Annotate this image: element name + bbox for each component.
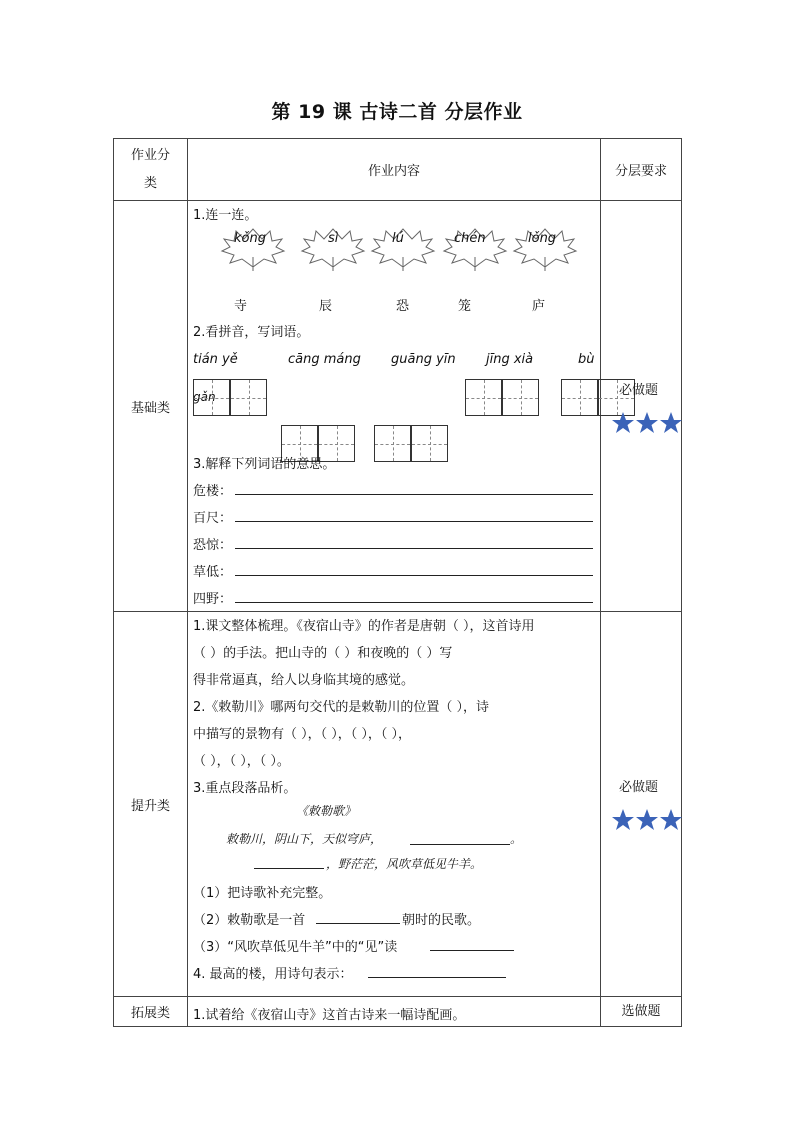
q1-pinyin-4: chén [454,231,486,246]
writing-box[interactable] [411,425,448,462]
star-icon [659,808,683,832]
advanced-content: 1.课文整体梳理。《夜宿山寺》的作者是唐朝（ ），这首诗用 （ ）的手法。把山寺的（ ）和夜晚的（ ）写 得非常逼真，给人以身临其境的感觉。 2.《敕勒川》哪两句交代的是敕勒川的位置（ ），诗 中描写的景物有（ ），（ ），（ ），（ ）， （ ），（ ），（ ）。 3.重点段落品析。 《敕勒歌》 敕勒川，阴山下，天似穹庐， 。 ，野茫茫，风吹草低见牛羊。 （1）把诗歌补充完整。 （2）敕勒歌是一首 朝时的民歌。 （3）“风吹草低见牛羊”中的“见”读 4. 最高的楼，用诗句表示： [188,612,601,997]
basic-category: 基础类 [114,201,188,612]
extension-content: 1.试着给《夜宿山寺》这首古诗来一幅诗配画。 [188,997,601,1027]
header-row [114,139,682,201]
extension-requirement: 选做题 [601,997,682,1027]
q2-pinyin-3: guāng yīn [391,352,456,367]
q1-pinyin-1: kǒng [234,231,266,246]
star-icon [635,411,659,435]
answer-line[interactable] [368,977,506,978]
subq-1: （1）把诗歌补充完整。 [193,886,332,901]
adv-line-1: 1.课文整体梳理。《夜宿山寺》的作者是唐朝（ ），这首诗用 [193,619,535,634]
homework-table [113,138,682,1027]
q3-term-5: 四野： [193,592,233,607]
star-icon [635,808,659,832]
adv-line-2: （ ）的手法。把山寺的（ ）和夜晚的（ ）写 [193,646,453,661]
writing-box[interactable] [230,379,267,416]
writing-box[interactable] [465,379,502,416]
adv-line-4: 2.《敕勒川》哪两句交代的是敕勒川的位置（ ），诗 [193,700,490,715]
answer-line[interactable] [235,548,593,549]
q2-pinyin-6: gǎn [193,390,216,404]
answer-line[interactable] [410,844,510,845]
writing-box[interactable] [374,425,411,462]
answer-line[interactable] [235,494,593,495]
q2-pinyin-2: cāng máng [288,352,361,367]
basic-content [188,201,601,612]
answer-line[interactable] [316,923,400,924]
poem-line-2: ，野茫茫，风吹草低见牛羊。 [326,857,483,871]
poem-line-1: 敕勒川，阴山下，天似穹庐， [226,832,383,846]
advanced-category: 提升类 [114,612,188,997]
extension-row [114,997,682,1027]
basic-row [114,201,682,612]
answer-line[interactable] [235,521,593,522]
answer-line[interactable] [430,950,514,951]
q2-pinyin-5: bù [578,352,595,367]
adv-line-5: 中描写的景物有（ ），（ ），（ ），（ ）， [193,727,412,742]
q3-term-2: 百尺： [193,511,233,526]
advanced-requirement-label: 必做题 [619,780,659,795]
q1-pinyin-5: lǒng [528,231,557,246]
q3-term-3: 恐惊： [193,538,233,553]
rating-stars [611,808,683,832]
q1-char-1: 寺 [234,299,248,314]
q2-label: 2.看拼音，写词语。 [193,325,310,340]
header-content: 作业内容 [188,139,601,201]
adv-line-3: 得非常逼真，给人以身临其境的感觉。 [193,673,415,688]
basic-requirement [601,201,682,612]
answer-line[interactable] [235,602,593,603]
q1-pinyin-3: lú [392,231,404,246]
advanced-requirement [601,612,682,997]
q3-term-4: 草低： [193,565,233,580]
q2-pinyin-4: jīng xià [486,352,534,367]
writing-box[interactable] [561,379,598,416]
adv-line-7: 3.重点段落品析。 [193,781,297,796]
subq-3: （3）“风吹草低见牛羊”中的“见”读 [193,940,398,955]
star-icon [611,411,635,435]
q1-char-4: 笼 [458,299,472,314]
extension-category: 拓展类 [114,997,188,1027]
adv-line-6: （ ），（ ），（ ）。 [193,754,290,769]
rating-stars [611,411,683,435]
answer-line[interactable] [235,575,593,576]
q3-label: 3.解释下列词语的意思。 [193,457,336,472]
writing-box[interactable] [502,379,539,416]
poem-title: 《敕勒歌》 [296,804,357,818]
star-icon [659,411,683,435]
header-category: 作业分类 [114,139,188,201]
star-icon [611,808,635,832]
q1-char-5: 庐 [532,299,546,314]
header-requirement: 分层要求 [601,139,682,201]
answer-line[interactable] [254,868,324,869]
page-title: 第 19 课 古诗二首 分层作业 [271,101,523,123]
basic-requirement-label: 必做题 [619,383,659,398]
q1-pinyin-2: sì [328,231,339,246]
q1-char-3: 恐 [396,299,410,314]
q1-label: 1.连一连。 [193,208,258,223]
writing-box[interactable] [193,379,230,416]
q2-pinyin-1: tián yě [193,352,238,367]
advanced-row [114,612,682,997]
q3-term-1: 危楼： [193,484,233,499]
subq-2a: （2）敕勒歌是一首 [193,913,306,928]
q4-label: 4. 最高的楼，用诗句表示： [193,967,353,982]
subq-2b: 朝时的民歌。 [402,913,481,928]
q1-char-2: 辰 [319,299,333,314]
